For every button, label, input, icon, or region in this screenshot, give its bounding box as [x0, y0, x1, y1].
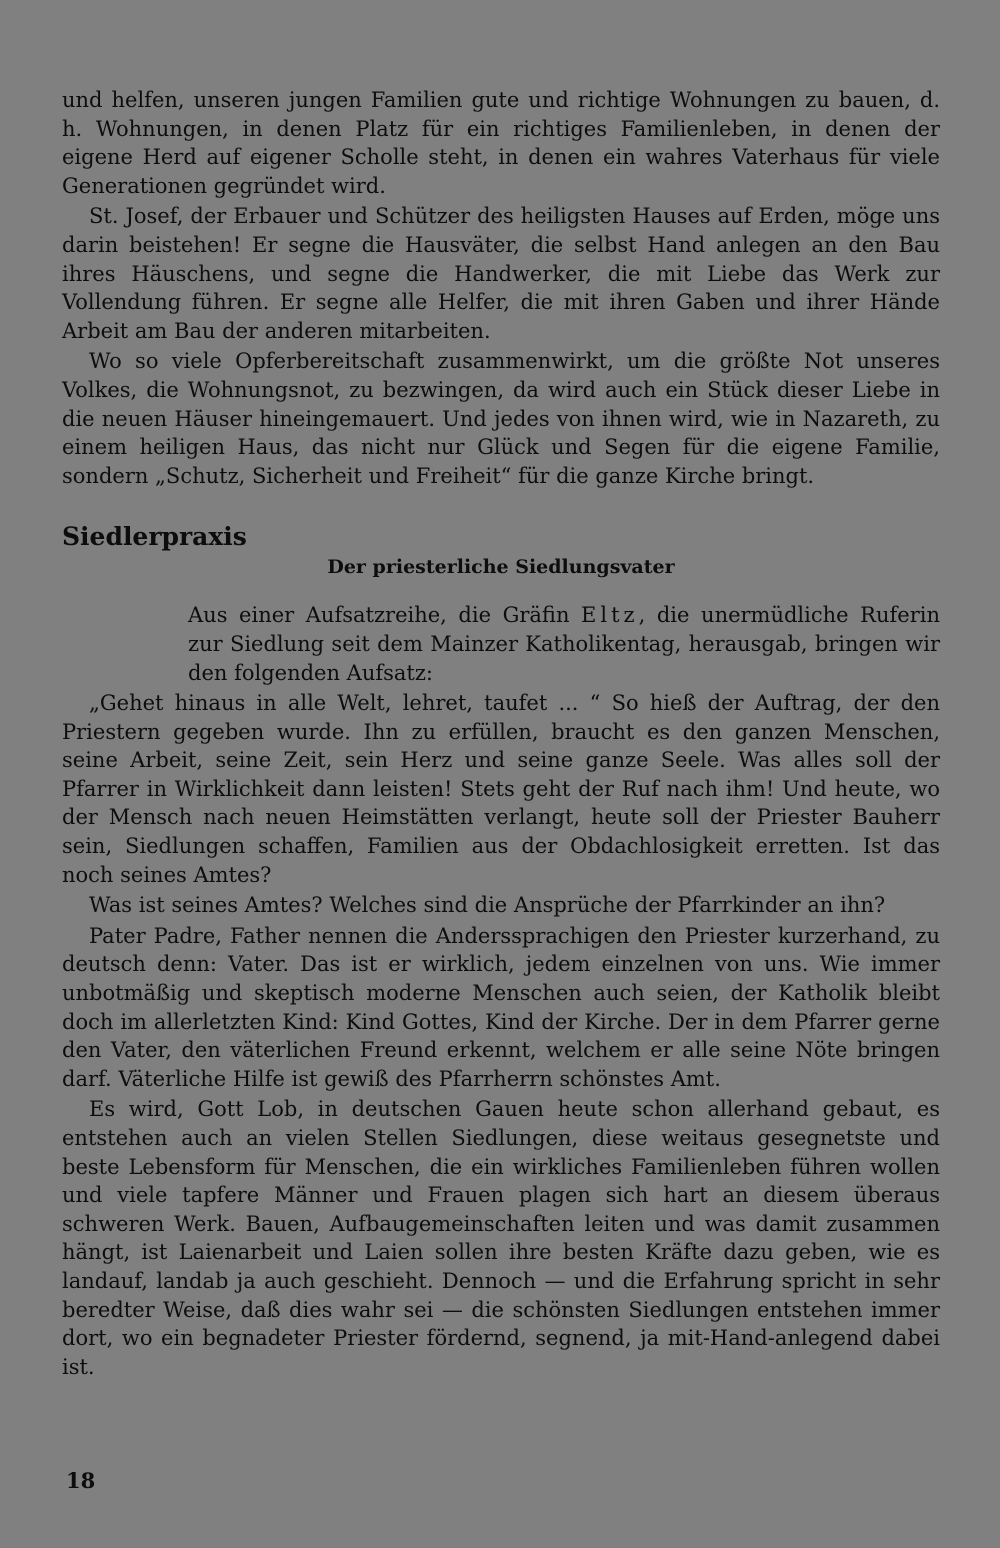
paragraph-st-josef: St. Josef, der Erbauer und Schützer des heiligsten Hauses auf Erden, möge uns darin beistehen! Er segne die Hausväter, die selbst Hand anlegen an den Bau ihres Häuschens, und segne die Handwerker, die mit Liebe das Werk zur Vollendung führen. Er segne alle Helfer, die mit ihren Gaben und ihrer Hände Arbeit am Bau der anderen mitarbeiten. — [62, 204, 940, 343]
intro-text-after: , die unermüdliche Ruferin zur Siedlung seit dem Mainzer Katholikentag, herausgab, bringen wir den folgenden Aufsatz: — [188, 603, 940, 685]
paragraph-gott-lob: Es wird, Gott Lob, in deutschen Gauen heute schon allerhand gebaut, es entstehen auch an vielen Stellen Siedlungen, diese weitaus gesegnetste und beste Lebensform für Menschen, die ein wirkliches Familienleben führen wollen und viele tapfere Männer und Frauen plagen sich hart an diesem überaus schweren Werk. Bauen, Aufbaugemeinschaften leiten und was damit zusammen hängt, ist Laienarbeit und Laien sollen ihre besten Kräfte dazu geben, wie es landauf, landab ja auch geschieht. Dennoch — und die Erfahrung spricht in sehr beredter Weise, daß dies wahr sei — die schönsten Siedlungen entstehen immer dort, wo ein begnadeter Priester fördernd, segnend, ja mit-Hand-anlegend dabei ist. — [62, 1097, 940, 1379]
page-body — [62, 86, 940, 1383]
section-heading: Siedlerpraxis — [62, 522, 247, 552]
paragraph-seines-amtes: Was ist seines Amtes? Welches sind die Ansprüche der Pfarrkinder an ihn? — [89, 893, 886, 918]
article-subheading: Der priesterliche Siedlungsvater — [327, 556, 675, 579]
article-intro — [188, 601, 940, 687]
intro-author-name: Eltz — [581, 603, 639, 628]
intro-text-before: Aus einer Aufsatzreihe, die Gräfin — [188, 603, 582, 628]
paragraph-gehet-hinaus: „Gehet hinaus in alle Welt, lehret, taufet ... “ So hieß der Auftrag, der den Priestern gegeben wurde. Ihn zu erfüllen, braucht es den ganzen Menschen, seine Arbeit, seine Zeit, sein Herz und seine ganze Seele. Was alles soll der Pfarrer in Wirklichkeit dann leisten! Stets geht der Ruf nach ihm! Und heute, wo der Mensch nach neuen Heimstätten verlangt, heute soll der Priester Bauherr sein, Siedlungen schaffen, Familien aus der Obdachlosigkeit erretten. Ist das noch seines Amtes? — [62, 691, 940, 887]
paragraph-continuation: und helfen, unseren jungen Familien gute und richtige Wohnungen zu bauen, d. h. Wohnungen, in denen Platz für ein richtiges Familienleben, in denen der eigene Herd auf eigener Scholle steht, in denen ein wahres Vaterhaus für viele Generationen gegründet wird. — [62, 88, 940, 198]
paragraph-pater-padre: Pater Padre, Father nennen die Anderssprachigen den Priester kurzerhand, zu deutsch denn: Vater. Das ist er wirklich, jedem einzelnen von uns. Wie immer unbotmäßig und skeptisch moderne Menschen auch seien, der Katholik bleibt doch im allerletzten Kind: Kind Gottes, Kind der Kirche. Der in dem Pfarrer gerne den Vater, den väterlichen Freund erkennt, welchem er alle seine Nöte bringen darf. Väterliche Hilfe ist gewiß des Pfarrherrn schönstes Amt. — [62, 923, 940, 1091]
page-number: 18 — [66, 1468, 96, 1493]
paragraph-opferbereitschaft: Wo so viele Opferbereitschaft zusammenwirkt, um die größte Not unseres Volkes, die Wohnungsnot, zu bezwingen, da wird auch ein Stück dieser Liebe in die neuen Häuser hineingemauert. Und jedes von ihnen wird, wie in Nazareth, zu einem heiligen Haus, das nicht nur Glück und Segen für die eigene Familie, sondern „Schutz, Sicherheit und Freiheit“ für die ganze Kirche bringt. — [62, 349, 940, 488]
